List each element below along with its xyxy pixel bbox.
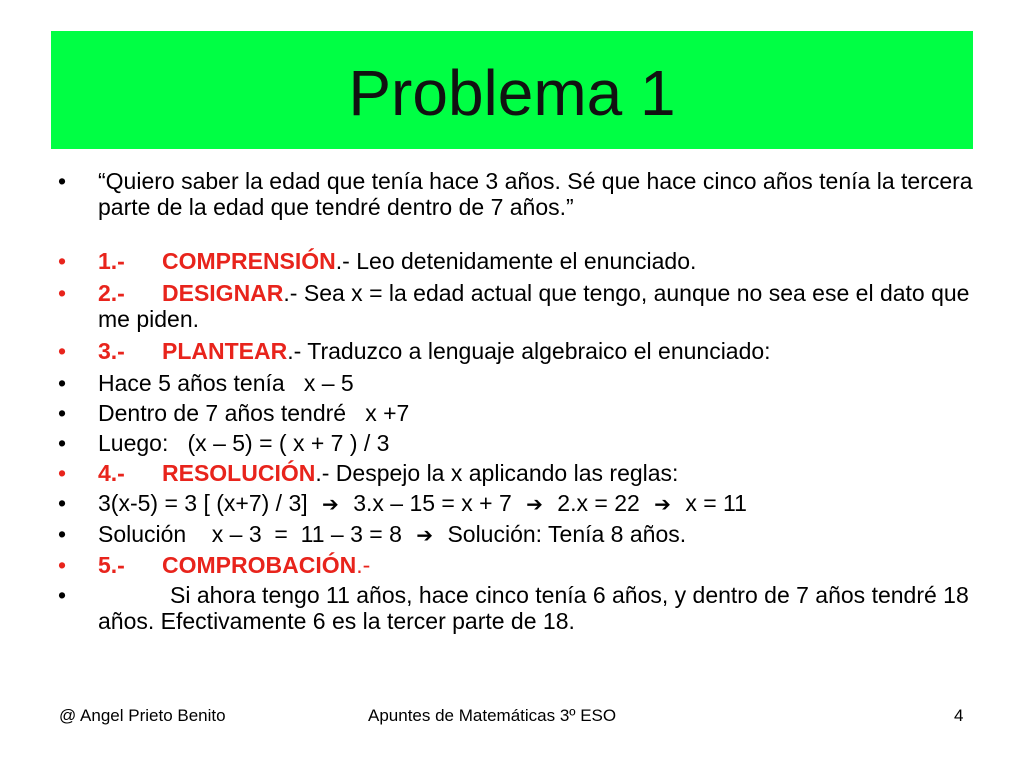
title-bar [51, 31, 973, 149]
arrow-right-icon: ➔ [416, 523, 434, 547]
slide-title: Problema 1 [348, 57, 676, 129]
arrow-right-icon: ➔ [654, 492, 671, 516]
footer-course: Apuntes de Matemáticas 3º ESO [368, 706, 617, 725]
step-text: Leo detenidamente el enunciado. [356, 248, 697, 274]
bullet: • [58, 521, 67, 547]
bullet: • [58, 400, 67, 426]
list-item-resolution [58, 490, 978, 517]
bullet: • [58, 582, 67, 608]
step-number: 4.- [98, 460, 125, 486]
step-text: Despejo la x aplicando las reglas: [335, 460, 679, 486]
list-item-step2 [58, 280, 978, 332]
equation-text: Hace 5 años tenía x – 5 [98, 370, 354, 396]
equation-text: 2.x = 22 [557, 490, 640, 516]
bullet: • [58, 460, 67, 486]
step-text: Traduzco a lenguaje algebraico el enunciado: [307, 338, 771, 364]
list-item-statement [58, 168, 978, 220]
list-item-solution [58, 521, 978, 548]
problem-statement: “Quiero saber la edad que tenía hace 3 años. Sé que hace cinco años tenía la tercera parte de la edad que tendré dentro de 7 años.” [98, 168, 973, 220]
bullet: • [58, 248, 67, 274]
bullet: • [58, 552, 67, 578]
bullet: • [58, 280, 67, 306]
step-keyword: RESOLUCIÓN [162, 460, 316, 486]
equation-text: Dentro de 7 años tendré x +7 [98, 400, 410, 426]
step-separator: .- [356, 552, 371, 578]
equation-text: 3(x-5) = 3 [ (x+7) / 3] [98, 490, 308, 516]
step-keyword: COMPROBACIÓN [162, 552, 357, 578]
step-separator: .- [287, 338, 308, 364]
solution-text: Solución: Tenía 8 años. [447, 521, 687, 547]
step-number: 3.- [98, 338, 125, 364]
list-item-step4 [58, 460, 978, 486]
equation-text: 3.x – 15 = x + 7 [353, 490, 512, 516]
list-item-hace5 [58, 370, 978, 396]
step-keyword: DESIGNAR [162, 280, 284, 306]
step-text: Sea x = la edad actual que tengo, aunque no sea ese el dato que me piden. [98, 280, 970, 332]
arrow-right-icon: ➔ [322, 492, 339, 516]
step-number: 1.- [98, 248, 125, 274]
list-item-step5 [58, 552, 978, 578]
slide-content [58, 168, 978, 634]
step-number: 2.- [98, 280, 125, 306]
list-item-check [58, 582, 978, 634]
step-separator: .- [335, 248, 357, 274]
footer-page-number: 4 [954, 706, 964, 725]
list-item-step1 [58, 248, 978, 274]
equation-text: Solución x – 3 = 11 – 3 = 8 [98, 521, 402, 547]
step-separator: .- [283, 280, 304, 306]
bullet: • [58, 490, 67, 516]
bullet: • [58, 168, 67, 194]
step-separator: .- [315, 460, 336, 486]
check-text: Si ahora tengo 11 años, hace cinco tenía 6 años, y dentro de 7 años tendré 18 años. Efectivamente 6 es la tercer parte de 18. [98, 582, 969, 634]
bullet: • [58, 430, 67, 456]
arrow-right-icon: ➔ [526, 492, 543, 516]
list-item-step3 [58, 338, 978, 364]
equation-text: x = 11 [685, 490, 747, 516]
step-keyword: COMPRENSIÓN [162, 248, 336, 274]
equation-text: Luego: (x – 5) = ( x + 7 ) / 3 [98, 430, 390, 456]
list-item-dentro7 [58, 400, 978, 426]
step-number: 5.- [98, 552, 125, 578]
bullet: • [58, 338, 67, 364]
list-item-luego [58, 430, 978, 456]
bullet: • [58, 370, 67, 396]
footer-author: @ Angel Prieto Benito [59, 706, 226, 725]
step-keyword: PLANTEAR [162, 338, 288, 364]
